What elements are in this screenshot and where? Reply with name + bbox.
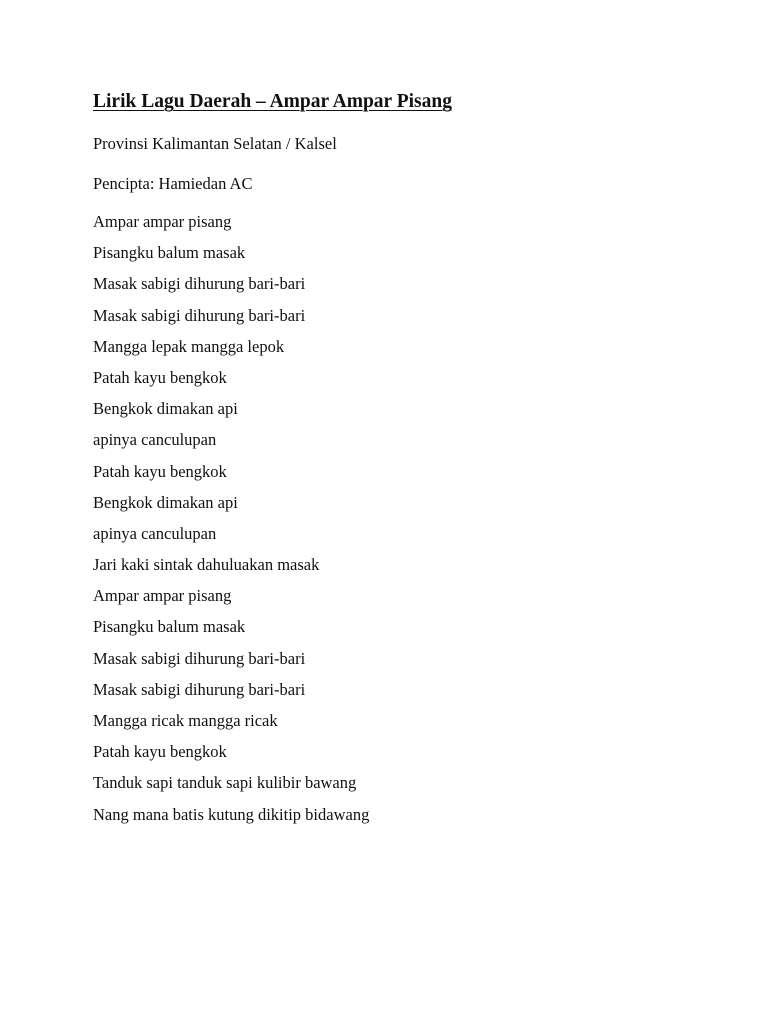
- lyric-line: Bengkok dimakan api: [93, 399, 238, 419]
- lyric-line: Nang mana batis kutung dikitip bidawang: [93, 804, 370, 824]
- lyric-line: Masak sabigi dihurung bari-bari: [93, 274, 306, 294]
- lyric-line: apinya canculupan: [93, 430, 217, 450]
- lyric-line: Tanduk sapi tanduk sapi kulibir bawang: [93, 773, 357, 793]
- lyric-line: Jari kaki sintak dahuluakan masak: [93, 555, 320, 575]
- lyric-line: Patah kayu bengkok: [93, 742, 227, 762]
- lyric-line: apinya canculupan: [93, 523, 217, 543]
- lyric-line: Masak sabigi dihurung bari-bari: [93, 305, 306, 325]
- lyric-line: Bengkok dimakan api: [93, 492, 238, 512]
- lyric-line: Mangga lepak mangga lepok: [93, 336, 285, 356]
- lyrics-list: [93, 211, 369, 835]
- lyric-line: Masak sabigi dihurung bari-bari: [93, 679, 306, 699]
- lyric-line: Ampar ampar pisang: [93, 586, 232, 606]
- lyric-line: Patah kayu bengkok: [93, 461, 227, 481]
- lyric-line: Ampar ampar pisang: [93, 212, 232, 231]
- lyric-line: Masak sabigi dihurung bari-bari: [93, 648, 306, 668]
- lyric-line: Pisangku balum masak: [93, 243, 246, 263]
- lyric-line: Patah kayu bengkok: [93, 367, 227, 387]
- document-title: Lirik Lagu Daerah – Ampar Ampar Pisang: [93, 91, 452, 112]
- lyric-line: Mangga ricak mangga ricak: [93, 711, 278, 730]
- province-line: Provinsi Kalimantan Selatan / Kalsel: [93, 134, 337, 153]
- composer-line: Pencipta: Hamiedan AC: [93, 174, 253, 193]
- lyric-line: Pisangku balum masak: [93, 617, 246, 637]
